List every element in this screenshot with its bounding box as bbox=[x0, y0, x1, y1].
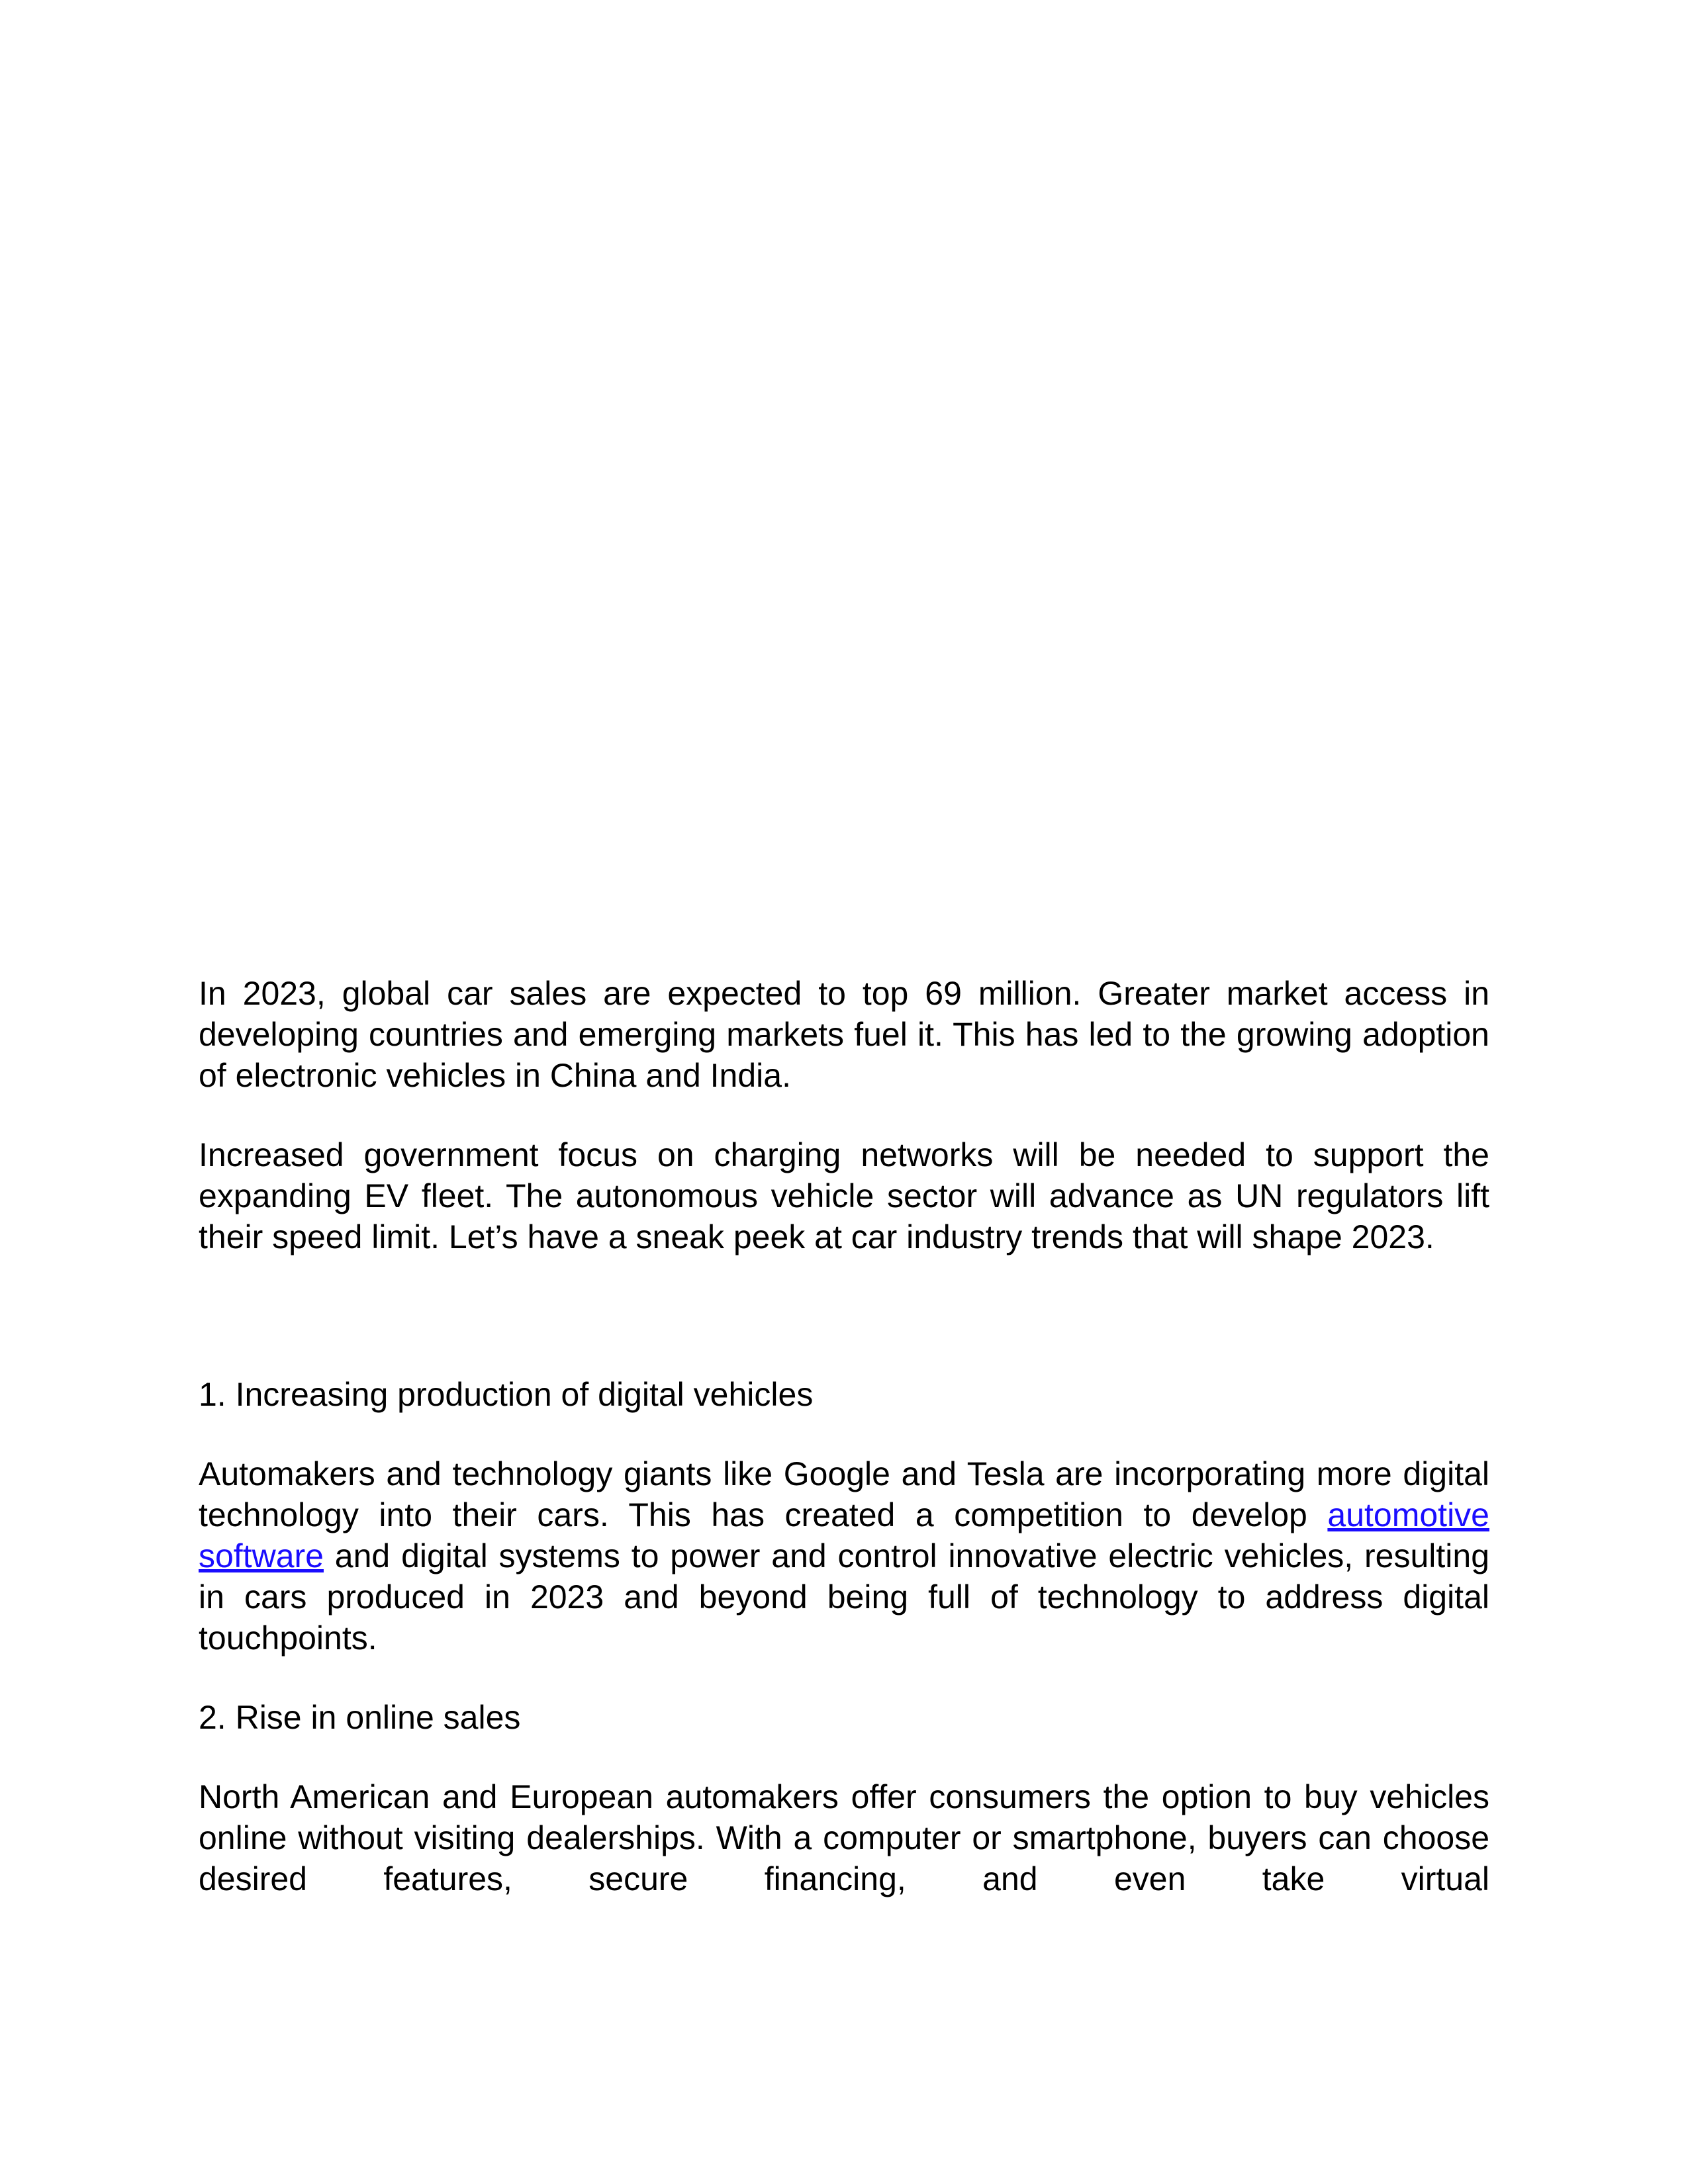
paragraph-spacer bbox=[199, 1738, 1489, 1776]
section-1-text-before-link: Automakers and technology giants like Google and Tesla are incorporating more digital technology into their cars. This has created a competition to develop bbox=[199, 1455, 1489, 1533]
section-1-paragraph bbox=[199, 1453, 1489, 1659]
paragraph-spacer bbox=[199, 1415, 1489, 1453]
section-2-paragraph: North American and European automakers offer consumers the option to buy vehicles online without visiting dealerships. With a computer or smartphone, buyers can choose desired features, secure financing, and even take virtual bbox=[199, 1778, 1489, 1897]
section-heading-1: 1. Increasing production of digital vehicles bbox=[199, 1376, 814, 1413]
section-spacer bbox=[199, 1257, 1489, 1374]
paragraph-spacer bbox=[199, 1096, 1489, 1134]
intro-paragraph-2: Increased government focus on charging networks will be needed to support the expanding EV fleet. The autonomous vehicle sector will advance as UN regulators lift their speed limit. Let’s have a sneak peek at car industry trends that will shape 2023. bbox=[199, 1136, 1489, 1255]
section-1-text-after-link: and digital systems to power and control innovative electric vehicles, resulting in cars produced in 2023 and beyond being full of technology to address digital touchpoints. bbox=[199, 1537, 1489, 1657]
intro-paragraph-1: In 2023, global car sales are expected to top 69 million. Greater market access in developing countries and emerging markets fuel it. This has led to the growing adoption of electronic vehicles in China and India. bbox=[199, 975, 1489, 1094]
document-body bbox=[199, 973, 1489, 1899]
automotive-software-link[interactable]: automotive software bbox=[199, 1496, 1489, 1574]
paragraph-spacer bbox=[199, 1659, 1489, 1697]
section-heading-2: 2. Rise in online sales bbox=[199, 1699, 521, 1736]
